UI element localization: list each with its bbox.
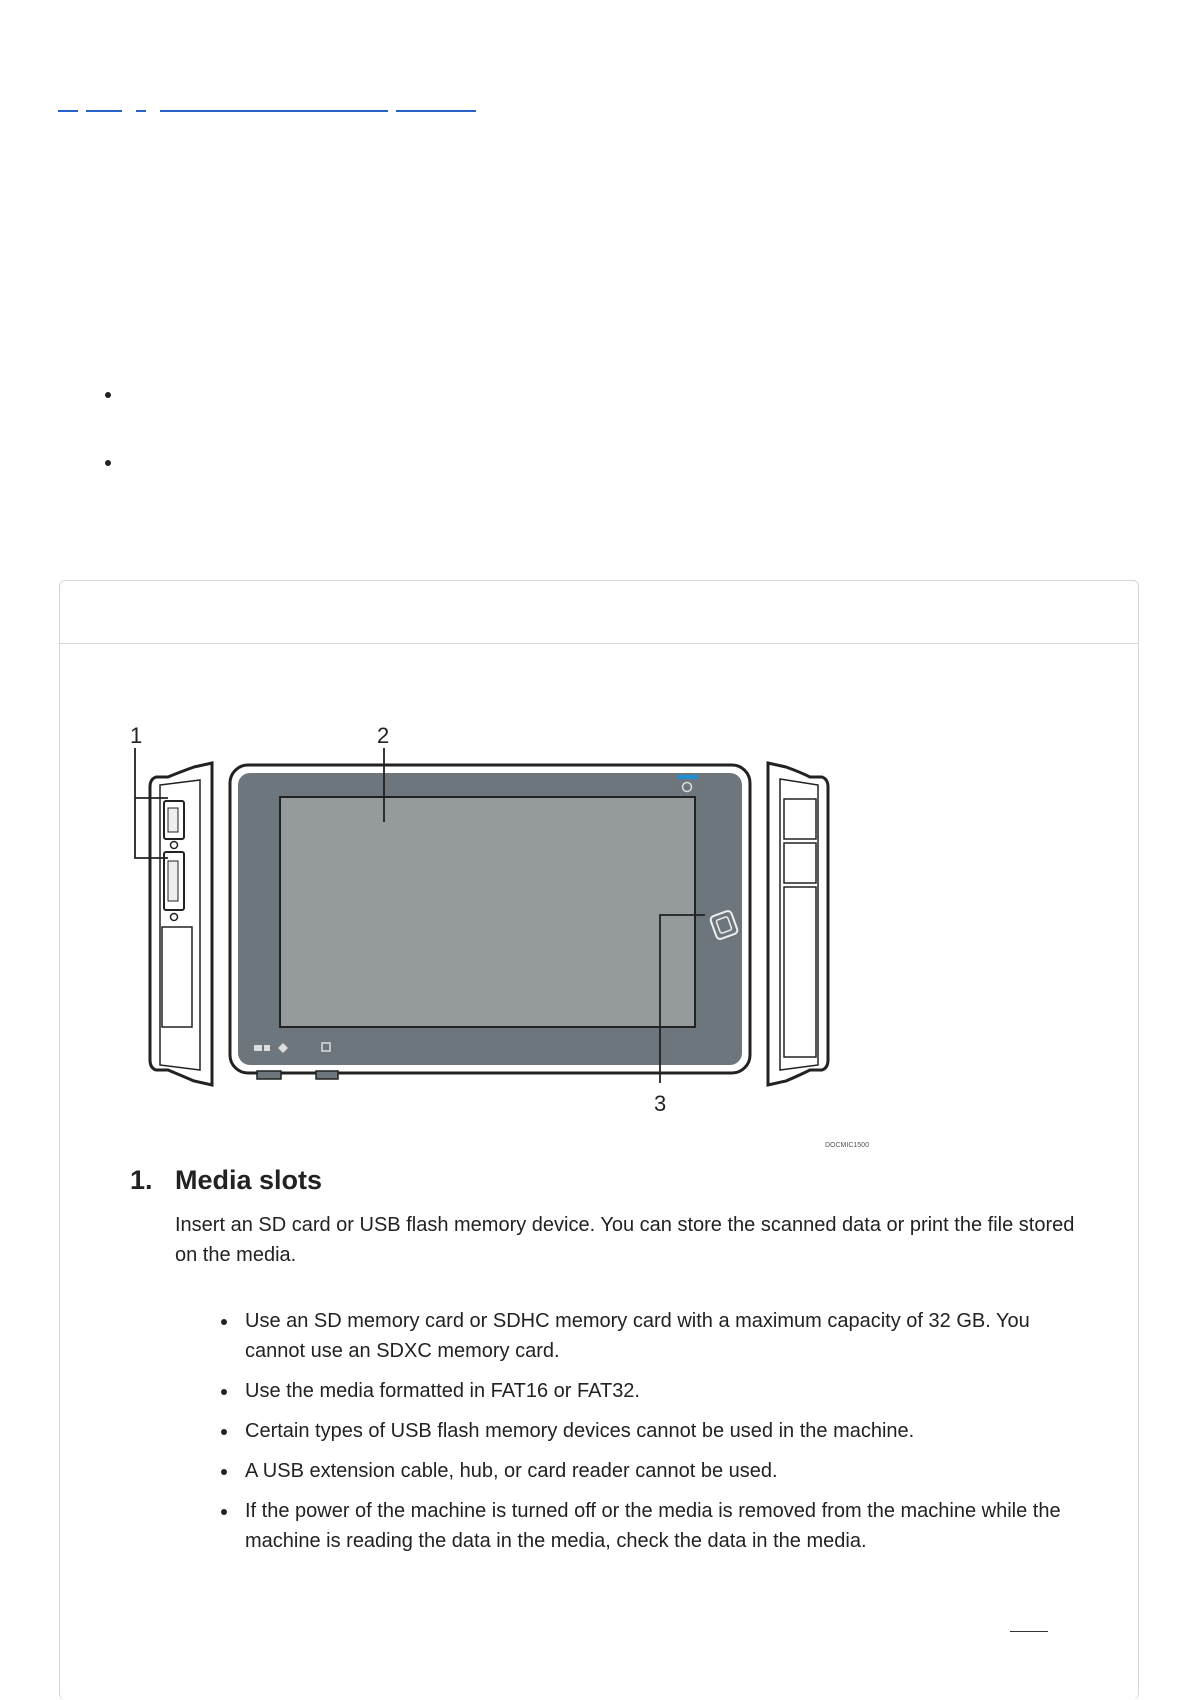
touch-screen (280, 797, 695, 1027)
item-heading (130, 1160, 1090, 1200)
callout-2-label: 2 (377, 723, 390, 748)
power-indicator-icon (677, 775, 697, 779)
breadcrumb-link-4[interactable] (160, 110, 388, 112)
intro-bullet (92, 380, 112, 448)
item-list (130, 1160, 1090, 1566)
item-title: Media slots (175, 1165, 323, 1195)
left-side-view (150, 763, 212, 1085)
item-notes (215, 1306, 1090, 1556)
intro-bullet (92, 448, 112, 516)
front-view (230, 765, 750, 1079)
callout-3-label: 3 (654, 1091, 667, 1116)
figure-code: DOCMIC1500 (825, 1142, 869, 1149)
note-item: A USB extension cable, hub, or card reader cannot be used. (215, 1456, 1090, 1486)
panel-header (60, 581, 1138, 644)
control-panel-illustration (120, 715, 900, 1155)
callout-1-label: 1 (130, 723, 143, 748)
item-description: Insert an SD card or USB flash memory device. You can store the scanned data or print the file stored on the media. (175, 1214, 1075, 1266)
breadcrumb-link-2[interactable] (86, 110, 122, 112)
note-item: Certain types of USB flash memory devices cannot be used in the machine. (215, 1416, 1090, 1446)
breadcrumb-link-5[interactable] (396, 110, 476, 112)
note-item: Use an SD memory card or SDHC memory card with a maximum capacity of 32 GB. You cannot use an SDXC memory card. (215, 1306, 1090, 1366)
note-item: If the power of the machine is turned off or the media is removed from the machine while the machine is reading the data in the media, check the data in the media. (215, 1496, 1090, 1556)
breadcrumb-link-3[interactable] (136, 110, 146, 112)
intro-bullet-list (92, 380, 112, 516)
item-number: 1. (130, 1165, 153, 1195)
footer-rule (1010, 1631, 1048, 1632)
right-side-view (768, 763, 828, 1085)
note-item: Use the media formatted in FAT16 or FAT32. (215, 1376, 1090, 1406)
breadcrumb-link-1[interactable] (58, 110, 78, 112)
